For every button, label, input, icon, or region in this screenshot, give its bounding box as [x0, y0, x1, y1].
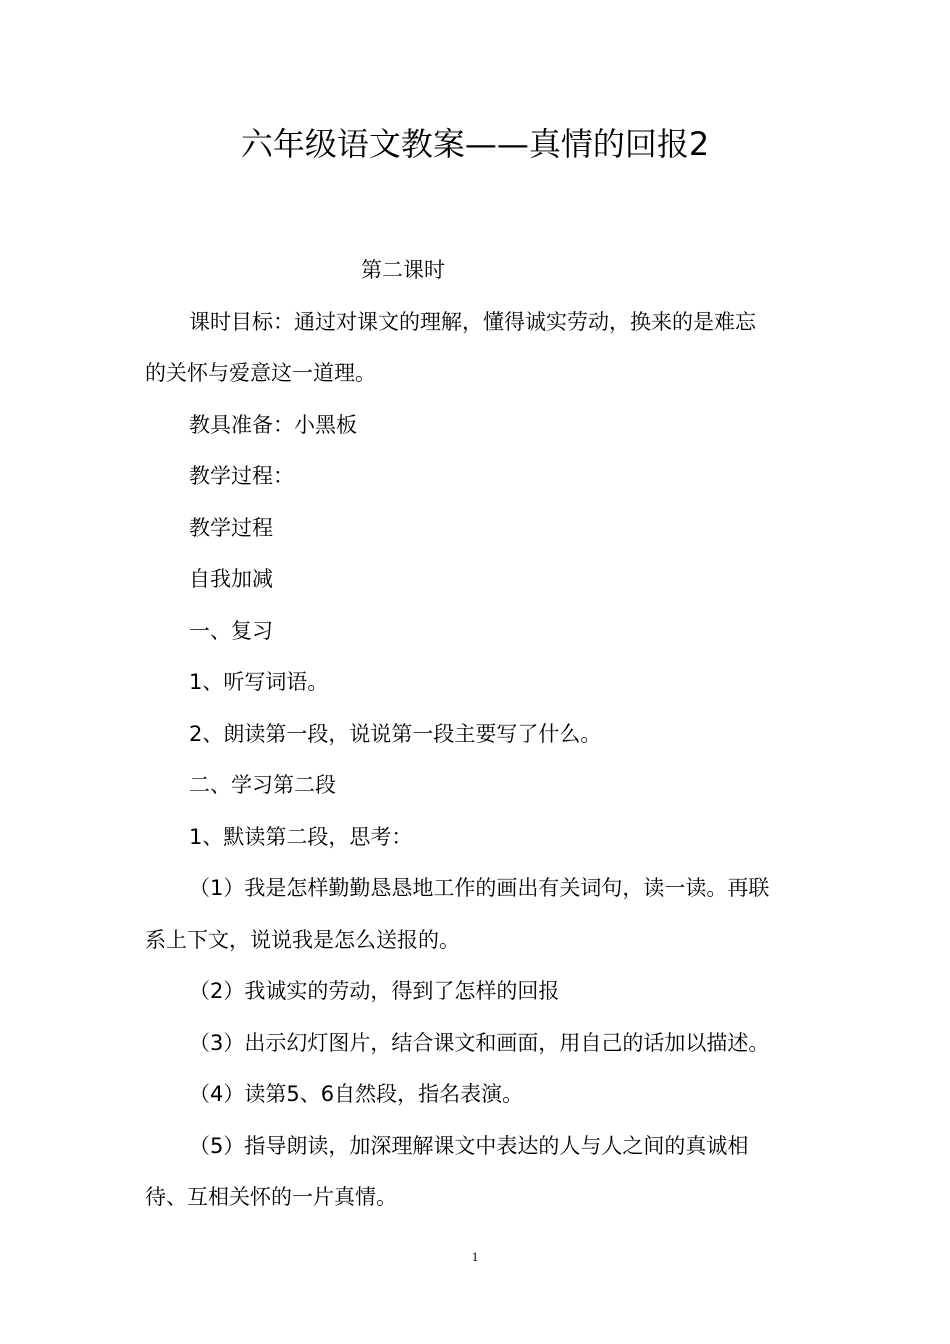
paragraph-line: （2）我诚实的劳动，得到了怎样的回报	[189, 979, 560, 1003]
paragraph-line: 自我加减	[189, 567, 273, 591]
section-heading: 二、学习第二段	[189, 773, 336, 797]
page-number: 1	[471, 1249, 479, 1264]
paragraph-line: 的关怀与爱意这一道理。	[145, 361, 376, 385]
paragraph-line: 教学过程：	[189, 464, 294, 488]
paragraph-line: （5）指导朗读，加深理解课文中表达的人与人之间的真诚相	[189, 1133, 749, 1158]
paragraph-line: 待、互相关怀的一片真情。	[145, 1185, 397, 1209]
paragraph-line: 教具准备：小黑板	[189, 412, 357, 437]
document-body	[145, 245, 810, 1224]
paragraph-line: 2、朗读第一段，说说第一段主要写了什么。	[189, 721, 602, 746]
paragraph-line: 教学过程	[189, 515, 273, 540]
paragraph-line: （4）读第5、6自然段，指名表演。	[189, 1082, 524, 1106]
lesson-subtitle: 第二课时	[361, 258, 445, 282]
paragraph-line: 1、听写词语。	[189, 670, 329, 694]
section-heading: 一、复习	[189, 618, 273, 643]
paragraph-line: （1）我是怎样勤勤恳恳地工作的画出有关词句，读一读。再联	[189, 876, 770, 900]
paragraph-line: 课时目标：通过对课文的理解，懂得诚实劳动，换来的是难忘	[189, 309, 756, 334]
document-title: 六年级语文教案——真情的回报2	[240, 125, 710, 163]
paragraph-line: 1、默读第二段，思考：	[189, 824, 413, 849]
paragraph-line: 系上下文，说说我是怎么送报的。	[145, 927, 460, 952]
paragraph-line: （3）出示幻灯图片，结合课文和画面，用自己的话加以描述。	[189, 1030, 770, 1055]
